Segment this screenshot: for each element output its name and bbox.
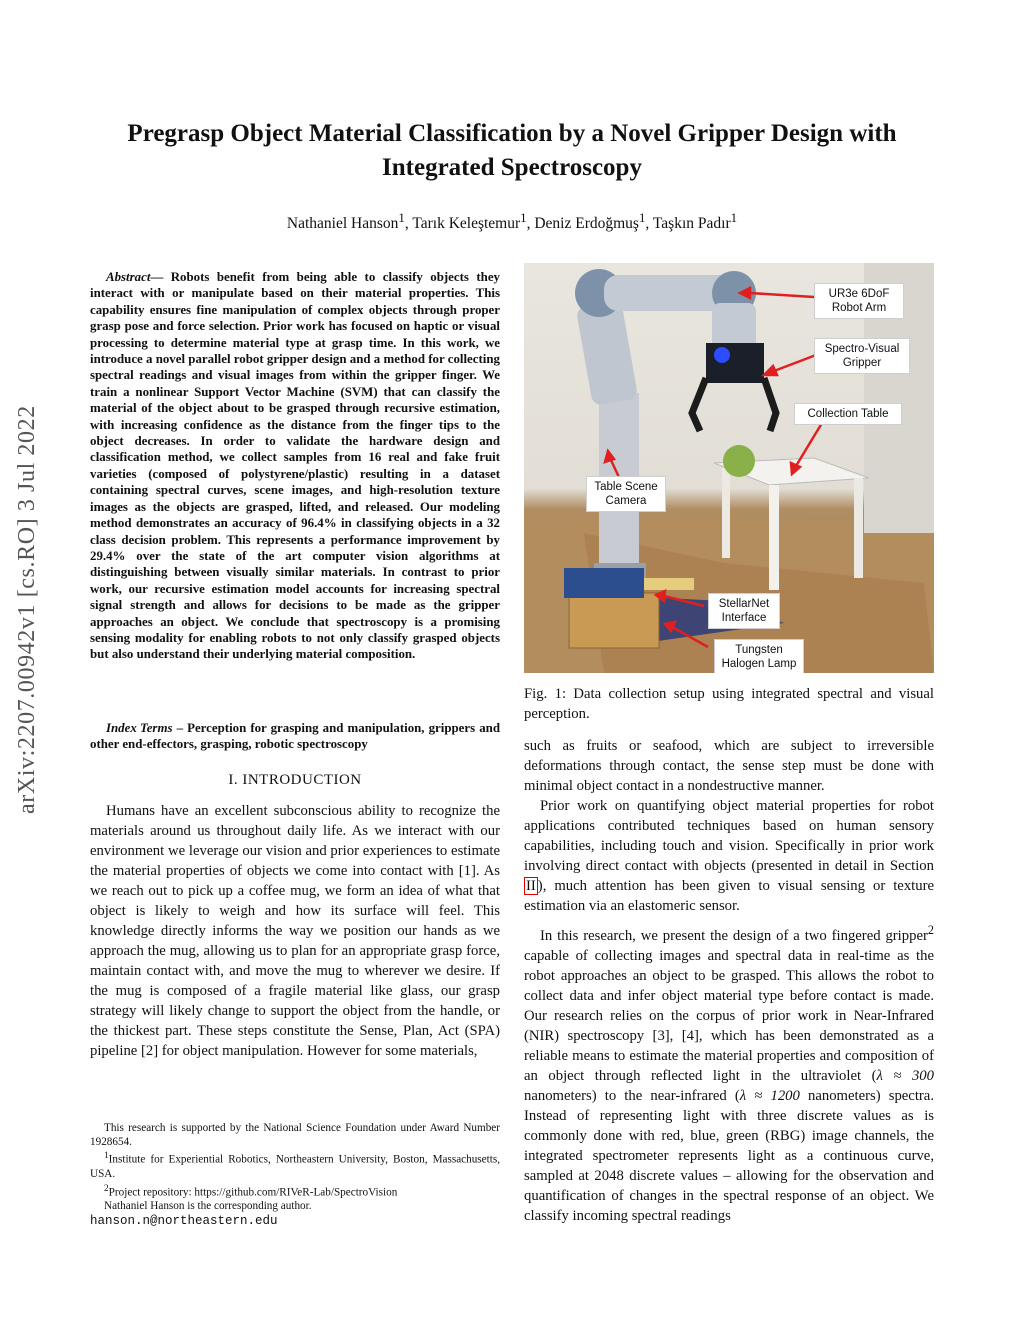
label-halogen-lamp-line1: Tungsten [735, 644, 783, 656]
section-ref-link[interactable]: II [526, 878, 536, 894]
gripper-finger-right [764, 378, 776, 431]
abstract-text: — Robots benefit from being able to classify objects they interact with or manipulate based on their material properties. This capability ensures fine manipulation of complex objects through proper grasp pose and force selection. Prior work has focused on haptic or visual processing to determine material type at grasp time. In this work, we introduce a novel parallel robot gripper design and a method for collecting spectral readings and visual images from within the gripper finger. We train a nonlinear Support Vector Machine (SVM) that can classify the material of the object about to be grasped through recursive estimation, with increasing confidence as the distance from the finger tips to the object decreases. In order to validate the hardware design and classification method, we collect samples from 16 real and fake fruit varieties (composed of polystyrene/plastic) resulting in a dataset containing spectral curves, scene images, and high-resolution texture images as the objects are grasped, lifted, and released. Our modeling method demonstrates an accuracy of 96.4% in classifying objects in a 32 class decision problem. This represents a performance improvement by 29.4% over the state of the art computer vision algorithms at distinguishing between visually similar materials. In contrast to prior work, our recursive estimation model accounts for increasing spectral signal strength and allows for decisions to be made as the gripper approaches an object. We conclude that spectroscopy is a promising sensing modality for enabling robots to not only classify grasped objects but also understand their underlying material composition. [90, 270, 500, 662]
label-stellarnet-line2: Interface [721, 612, 767, 624]
right-para-3-text-b: capable of collecting images and spectral data in real-time as the robot approaches an object to be grasped. This allows the robot to collect data and infer object material type before contact is made. Our research relies on the corpus of prior work in Near-Infrared (NIR) spectroscopy [3], [4], which has been demonstrated as a reliable means to estimate the material properties and composition of an object through reflected light in the ultraviolet ( [524, 947, 934, 1084]
footnote-corresponding: Nathaniel Hanson is the corresponding author. [104, 1200, 312, 1213]
label-halogen-lamp-line2: Halogen Lamp [721, 658, 797, 670]
author-affiliation-mark: 1 [520, 210, 527, 225]
right-para-2 [524, 796, 934, 916]
author-name: Taşkın Padır [652, 215, 731, 233]
index-terms-label: Index Terms [106, 721, 173, 735]
author-affiliation-mark: 1 [638, 210, 646, 225]
label-stellarnet [708, 593, 780, 629]
label-scene-camera-line2: Camera [605, 495, 647, 507]
lamp-glow [644, 578, 694, 590]
footnote-repo [90, 1182, 500, 1200]
lambda-expression: λ ≈ 1200 [739, 1087, 800, 1104]
intro-paragraph: Humans have an excellent subconscious ability to recognize the materials around us throughout daily life. As we interact with our environment we leverage our vision and prior experiences to estimate the material properties of objects we come into contact with [1]. As we reach out to pick up a coffee mug, we form an idea of what that object is likely to weigh and how its surface will feel. This knowledge directly informs the way we position our hands as we approach the mug, allowing us to plan for an appropriate grasp force, maintain contact with, and move the mug to wherever we desire. If the mug is composed of a fragile material like glass, our grasp strategy will likely change to support the object from the handle, or the thickest part. These steps constitute the Sense, Plan, Act (SPA) pipeline [2] for object manipulation. However for some materials, [90, 803, 500, 1059]
label-gripper-line1: Spectro-Visual [824, 343, 900, 355]
halogen-lamp-box [569, 593, 659, 648]
right-para-2-text: Prior work on quantifying object material properties for robot applications contributed techniques based on human sensory capabilities, including touch and vision. Specifically in prior work involving direct contact with objects (presented in detail in Section [524, 798, 934, 874]
label-scene-camera-line1: Table Scene [594, 481, 658, 493]
footnote-affiliation [90, 1149, 500, 1181]
right-para-3-text-c: nanometers) to the near-infrared ( [524, 1087, 740, 1104]
table-leg [722, 468, 730, 558]
footnote-funding: This research is supported by the National Science Foundation under Award Number 1928654. [90, 1122, 500, 1149]
abstract-label: Abstract [106, 270, 151, 284]
gripper-blue-light [714, 347, 730, 363]
right-para-3-text-d: nanometers) spectra. Instead of representing light with three discrete values as is commonly done with red, blue, green (RBG) image channels, the integrated spectrometer represents light as a continuous curve, sampled at 2048 discrete values – allowing for the observation and quantification of changes in the spectral response of an object. We classify incoming spectral readings [524, 1087, 934, 1224]
footnote-mark: 2 [104, 1183, 109, 1194]
label-stellarnet-line1: StellarNet [718, 598, 770, 610]
footnote-email: hanson.n@northeastern.edu [90, 1213, 278, 1228]
abstract [90, 269, 500, 663]
author-name: Nathaniel Hanson [286, 215, 399, 233]
right-para-3 [524, 920, 934, 1226]
table-leg [769, 485, 779, 590]
right-para-1: such as fruits or seafood, which are subject to irreversible deformations through contact, the sense step must be done with minimal object contact in a nondestructive manner. [524, 738, 934, 794]
label-robot-arm-line1: UR3e 6DoF [828, 288, 890, 300]
label-collection-table-line1: Collection Table [807, 408, 889, 420]
footnote-mark: 2 [927, 923, 934, 937]
label-robot-arm [814, 283, 904, 319]
index-terms-text: – Perception for grasping and manipulation, grippers and other end-effectors, grasping, robotic spectroscopy [90, 721, 500, 752]
author-affiliation-mark: 1 [398, 210, 405, 225]
footnote-repo-text: Project repository: https://github.com/RIVeR-Lab/SpectroVision [108, 1186, 398, 1199]
label-collection-table [794, 403, 902, 425]
label-gripper-line2: Gripper [842, 357, 882, 369]
label-robot-arm-line2: Robot Arm [831, 302, 887, 314]
stellarnet-box [564, 568, 644, 598]
figure-caption: Fig. 1: Data collection setup using integrated spectral and visual perception. [524, 686, 934, 722]
section-heading: I. INTRODUCTION [228, 772, 362, 788]
green-apple [723, 445, 755, 477]
label-halogen-lamp [714, 639, 804, 673]
footnote-affiliation-text: Institute for Experiential Robotics, Northeastern University, Boston, Massachusetts, USA. [90, 1154, 500, 1181]
gripper-finger-left [692, 378, 706, 431]
label-scene-camera [586, 476, 666, 512]
gripper-body [706, 343, 764, 383]
footnotes [90, 1121, 500, 1228]
arxiv-identifier: arXiv:2207.00942v1 [cs.RO] 3 Jul 2022 [14, 405, 40, 814]
lambda-expression: λ ≈ 300 [876, 1067, 934, 1084]
author-list: Nathaniel Hanson$^1$, Tarık Keleştemur$^1$, Deniz Erdoğmuş$^1$, Taşkın Padır$^1$ [286, 210, 738, 233]
robot-lower-link [576, 300, 639, 406]
author-name: Tarık Keleştemur [412, 215, 521, 233]
right-para-3-text: In this research, we present the design of a two fingered gripper [540, 927, 928, 944]
footnote-mark: 1 [104, 1151, 109, 1162]
right-para-2-text-end: ), much attention has been given to visual sensing or texture estimation via an elastomeric sensor. [524, 878, 934, 914]
title-line-2: Integrated Spectroscopy [382, 154, 642, 181]
author-affiliation-mark: 1 [730, 210, 738, 225]
label-gripper [814, 338, 910, 374]
table-leg [854, 478, 863, 578]
title-line-1: Pregrasp Object Material Classification by a Novel Gripper Design with [127, 120, 897, 147]
author-name: Deniz Erdoğmuş [534, 215, 639, 233]
right-column-body [524, 736, 934, 1226]
figure-1-photo [524, 263, 934, 673]
index-terms [90, 720, 500, 753]
paper-title [80, 117, 944, 185]
